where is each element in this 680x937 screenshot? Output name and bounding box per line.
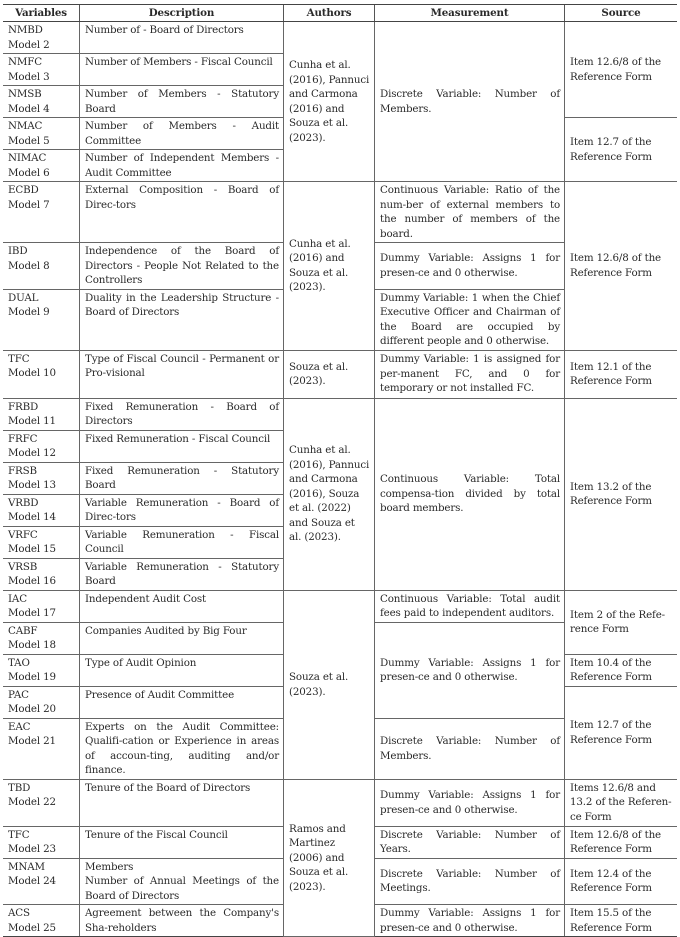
description-cell: Fixed Remuneration - Board of Directors xyxy=(80,398,284,430)
description-cell: Number of Members - Audit Committee xyxy=(80,118,284,150)
variable-model: Model 17 xyxy=(8,607,56,619)
description-cell: Fixed Remuneration - Fiscal Council xyxy=(80,430,284,462)
authors-cell: Souza et al. (2023). xyxy=(284,590,375,779)
source-cell: Item 2 of the Refe-rence Form xyxy=(565,590,678,654)
variable-cell xyxy=(3,779,80,826)
description-cell: Number of Members - Fiscal Council xyxy=(80,54,284,86)
description-cell: Independent Audit Cost xyxy=(80,590,284,622)
variable-model: Model 8 xyxy=(8,259,50,272)
variable-code: MNAM xyxy=(8,860,45,873)
description-cell: Members Number of Annual Meetings of the Board of Directors xyxy=(80,858,284,905)
description-cell: Tenure of the Board of Directors xyxy=(80,779,284,826)
variable-cell xyxy=(3,398,80,430)
variable-cell xyxy=(3,350,80,398)
variable-cell xyxy=(3,858,80,905)
variable-cell xyxy=(3,462,80,494)
description-cell: Tenure of the Fiscal Council xyxy=(80,826,284,858)
authors-cell: Ramos and Martinez (2006) and Souza et al. (2023). xyxy=(284,779,375,937)
variable-code: FRSB xyxy=(8,464,37,477)
variable-code: ECBD xyxy=(8,184,39,196)
table-row xyxy=(3,590,677,622)
description-cell: Variable Remuneration - Fiscal Council xyxy=(80,526,284,558)
variable-code: VRSB xyxy=(8,560,38,573)
description-cell: Duality in the Leadership Structure - Board of Directors xyxy=(80,289,284,350)
header-source: Source xyxy=(565,5,678,22)
variable-model: Model 10 xyxy=(8,367,56,379)
variable-model: Model 23 xyxy=(8,843,56,855)
source-cell: Item 15.5 of the Reference Form xyxy=(565,905,678,937)
variable-cell xyxy=(3,182,80,243)
variable-code: TFC xyxy=(8,352,30,365)
variable-code: DUAL xyxy=(8,291,39,304)
variable-cell xyxy=(3,430,80,462)
variable-code: TFC xyxy=(8,828,30,841)
variable-cell xyxy=(3,526,80,558)
description-cell: Number of Members - Statutory Board xyxy=(80,86,284,118)
description-cell: Experts on the Audit Committee: Qualifi-cation or Experience in areas of accoun-ting, auditing and/or finance. xyxy=(80,718,284,779)
description-cell: Presence of Audit Committee xyxy=(80,686,284,718)
variable-code: ACS xyxy=(8,907,30,919)
variable-cell xyxy=(3,150,80,182)
source-cell: Item 12.6/8 of the Reference Form xyxy=(565,826,678,858)
variable-model: Model 25 xyxy=(8,921,56,934)
variable-model: Model 21 xyxy=(8,735,56,747)
variable-cell xyxy=(3,654,80,686)
header-authors: Authors xyxy=(284,5,375,22)
measurement-cell: Discrete Variable: Number of Years. xyxy=(375,826,565,858)
variable-code: VRBD xyxy=(8,496,39,509)
measurement-cell: Continuous Variable: Total audit fees paid to independent auditors. xyxy=(375,590,565,622)
variable-model: Model 22 xyxy=(8,796,56,808)
table-row xyxy=(3,398,677,430)
variable-model: Model 2 xyxy=(8,38,50,51)
variable-model: Model 15 xyxy=(8,543,56,555)
header-measurement: Measurement xyxy=(375,5,565,22)
variable-code: FRBD xyxy=(8,400,39,413)
header-description: Description xyxy=(80,5,284,22)
authors-cell: Cunha et al. (2016), Pannuci and Carmona (2016), Souza et al. (2022) and Souza et al. (2023). xyxy=(284,398,375,590)
variable-code: EAC xyxy=(8,720,31,733)
variable-cell xyxy=(3,118,80,150)
variable-cell xyxy=(3,558,80,590)
source-cell: Item 12.4 of the Reference Form xyxy=(565,858,678,905)
variable-model: Model 13 xyxy=(8,479,56,491)
header-variables: Variables xyxy=(3,5,80,22)
variable-model: Model 12 xyxy=(8,447,56,459)
source-cell: Item 12.7 of the Reference Form xyxy=(565,118,678,182)
source-cell: Item 12.6/8 of the Reference Form xyxy=(565,182,678,351)
variable-cell xyxy=(3,686,80,718)
variable-code: IBD xyxy=(8,245,28,257)
variable-code: FRFC xyxy=(8,432,38,445)
variable-code: TBD xyxy=(8,781,31,794)
description-cell: Number of - Board of Directors xyxy=(80,22,284,54)
variable-model: Model 4 xyxy=(8,102,50,115)
measurement-cell: Discrete Variable: Number of Members. xyxy=(375,22,565,182)
variable-cell xyxy=(3,289,80,350)
variable-cell xyxy=(3,243,80,290)
variable-code: CABF xyxy=(8,624,38,637)
description-cell: Number of Independent Members - Audit Committee xyxy=(80,150,284,182)
variable-cell xyxy=(3,905,80,937)
variable-code: VRFC xyxy=(8,528,38,541)
variable-code: PAC xyxy=(8,688,29,701)
table-row xyxy=(3,22,677,54)
measurement-cell: Dummy Variable: Assigns 1 for presen-ce and 0 otherwise. xyxy=(375,905,565,937)
variable-cell xyxy=(3,590,80,622)
authors-cell: Cunha et al. (2016) and Souza et al. (2023). xyxy=(284,182,375,351)
variable-code: TAO xyxy=(8,656,30,669)
variable-code: NIMAC xyxy=(8,152,47,164)
variable-model: Model 7 xyxy=(8,198,50,211)
description-cell: Variable Remuneration - Board of Direc-tors xyxy=(80,494,284,526)
description-cell: Agreement between the Company's Sha-reholders xyxy=(80,905,284,937)
variable-cell xyxy=(3,826,80,858)
description-cell: Variable Remuneration - Statutory Board xyxy=(80,558,284,590)
variable-model: Model 18 xyxy=(8,639,56,651)
description-cell: Independence of the Board of Directors - People Not Related to the Controllers xyxy=(80,243,284,290)
measurement-cell: Dummy Variable: Assigns 1 for presen-ce and 0 otherwise. xyxy=(375,779,565,826)
variable-code: IAC xyxy=(8,592,27,605)
variable-cell xyxy=(3,22,80,54)
variable-model: Model 3 xyxy=(8,70,50,83)
variable-cell xyxy=(3,86,80,118)
description-cell: External Composition - Board of Direc-tors xyxy=(80,182,284,243)
variable-model: Model 11 xyxy=(8,415,56,427)
variable-cell xyxy=(3,622,80,654)
table-row xyxy=(3,350,677,398)
variable-model: Model 9 xyxy=(8,306,50,318)
source-cell: Item 12.1 of the Reference Form xyxy=(565,350,678,398)
source-cell: Item 10.4 of the Reference Form xyxy=(565,654,678,686)
variable-code: NMBD xyxy=(8,24,43,36)
table-row xyxy=(3,779,677,826)
variable-code: NMSB xyxy=(8,88,42,100)
description-cell: Companies Audited by Big Four xyxy=(80,622,284,654)
variable-cell xyxy=(3,54,80,86)
source-cell: Item 12.6/8 of the Reference Form xyxy=(565,22,678,118)
variables-table xyxy=(3,4,677,937)
description-cell: Fixed Remuneration - Statutory Board xyxy=(80,462,284,494)
description-cell: Type of Fiscal Council - Permanent or Pro-visional xyxy=(80,350,284,398)
source-cell: Item 12.7 of the Reference Form xyxy=(565,686,678,779)
measurement-cell: Discrete Variable: Number of Members. xyxy=(375,718,565,779)
authors-cell: Cunha et al. (2016), Pannuci and Carmona (2016) and Souza et al. (2023). xyxy=(284,22,375,182)
variable-model: Model 24 xyxy=(8,875,56,887)
measurement-cell: Dummy Variable: Assigns 1 for presen-ce and 0 otherwise. xyxy=(375,243,565,290)
table-header-row xyxy=(3,5,677,22)
variable-model: Model 5 xyxy=(8,134,50,147)
table-row xyxy=(3,182,677,243)
measurement-cell: Dummy Variable: Assigns 1 for presen-ce and 0 otherwise. xyxy=(375,622,565,718)
variable-model: Model 19 xyxy=(8,671,56,683)
variable-cell xyxy=(3,718,80,779)
measurement-cell: Discrete Variable: Number of Meetings. xyxy=(375,858,565,905)
variable-code: NMFC xyxy=(8,56,42,68)
source-cell: Items 12.6/8 and 13.2 of the Referen-ce Form xyxy=(565,779,678,826)
measurement-cell: Dummy Variable: 1 when the Chief Executive Officer and Chairman of the Board are occupied by different people and 0 otherwise. xyxy=(375,289,565,350)
description-cell: Type of Audit Opinion xyxy=(80,654,284,686)
variable-code: NMAC xyxy=(8,120,43,132)
variable-model: Model 20 xyxy=(8,703,56,715)
measurement-cell: Continuous Variable: Total compensa-tion divided by total board members. xyxy=(375,398,565,590)
variable-cell xyxy=(3,494,80,526)
variable-model: Model 14 xyxy=(8,511,56,523)
variable-model: Model 6 xyxy=(8,166,50,179)
source-cell: Item 13.2 of the Reference Form xyxy=(565,398,678,590)
measurement-cell: Dummy Variable: 1 is assigned for per-manent FC, and 0 for temporary or not installed FC. xyxy=(375,350,565,398)
authors-cell: Souza et al. (2023). xyxy=(284,350,375,398)
variable-model: Model 16 xyxy=(8,575,56,587)
measurement-cell: Continuous Variable: Ratio of the num-ber of external members to the number of members of the board. xyxy=(375,182,565,243)
